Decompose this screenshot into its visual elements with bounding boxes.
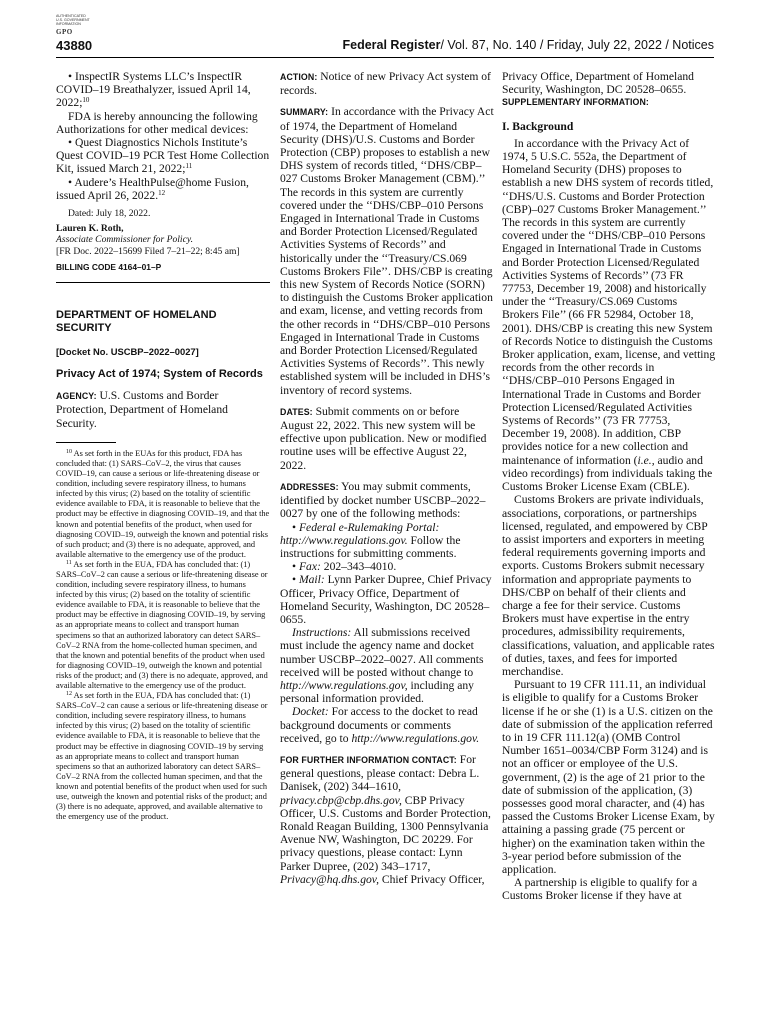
- page-number: 43880: [56, 38, 93, 53]
- instructions-paragraph: Instructions: All submissions received must include the agency name and docket number USCBP–2022–0027. All comments received will be posted without change to http://www.regulations.gov, including any personal information provided.: [280, 626, 484, 706]
- agency-paragraph: AGENCY: U.S. Customs and Border Protection, Department of Homeland Security.: [56, 389, 228, 430]
- docket-paragraph: Docket: For access to the docket to read background documents or comments received, go to http://www.regulations.gov.: [280, 705, 480, 745]
- background-paragraph-4: A partnership is eligible to qualify for a Customs Broker license if they have at: [502, 876, 698, 903]
- footnote-ref-11[interactable]: 11: [185, 162, 193, 171]
- logo-line-1: AUTHENTICATED: [56, 14, 86, 18]
- issue-info: / Vol. 87, No. 140 / Friday, July 22, 2022 / Notices: [440, 38, 714, 52]
- footnote-ref-12[interactable]: 12: [158, 188, 166, 197]
- running-head: [343, 38, 715, 52]
- addresses-paragraph: ADDRESSES: You may submit comments, identified by docket number USCBP–2022–0027 by one of the following methods:: [280, 479, 486, 521]
- billing-code: BILLING CODE 4164–01–P: [56, 261, 162, 272]
- regulations-link[interactable]: http://www.regulations.gov,: [280, 678, 408, 692]
- fr-doc-line: [FR Doc. 2022–15699 Filed 7–21–22; 8:45 am]: [56, 245, 240, 257]
- background-paragraph-1: In accordance with the Privacy Act of 1974, 5 U.S.C. 552a, the Department of Homeland Security (DHS) proposes to establish a new DHS system of records titled, ‘‘DHS/U.S. Customs and Border Protection (CBP)–027 Customs Broker Management.’’ The records in this system are currently covered under the ‘‘DHS/CBP–010 Persons Engaged in International Trade in Customs and Border Protection Licensed/Regulated Activities Systems of Records’’ (73 FR 77753, December 19, 2008) and historically under the ‘‘Treasury/CS.069 Customs Brokers File’’ (66 FR 52984, October 18, 2001). DHS/CBP is creating this new System of Records Notice to distinguish the Customs Broker application, exam, license, and vetting records from the other records in ‘‘DHS/CBP–010 Persons Engaged in International Trade in Customs and Border Protection Licensed/Regulated Activities Systems of Records’’ (73 FR 77753, December 19, 2008). In addition, CBP provides notice for a new collection and maintenance of information (i.e., audio and video recordings) from individuals taking the Customs Broker License Exam (CBLE).: [502, 136, 716, 494]
- section-rule: [56, 282, 270, 283]
- bullet-audere: • Audere’s HealthPulse@home Fusion, issued April 26, 2022.12: [56, 175, 249, 202]
- dates-label: DATES:: [280, 406, 313, 417]
- contact-paragraph: FOR FURTHER INFORMATION CONTACT: For general questions, please contact: Debra L. Danisek, (202) 344–1610, privacy.cbp@cbp.dhs.gov, CBP Privacy Officer, U.S. Customs and Border Protection, Ronald Reagan Building, 1300 Pennsylvania Avenue NW, Washington, DC 20229. For privacy questions, please contact: Lynn Parker Dupree, (202) 343–1717, Privacy@hq.dhs.gov, Chief Privacy Officer,: [280, 752, 491, 886]
- document-title: Privacy Act of 1974; System of Records: [56, 368, 263, 381]
- column-1: [56, 70, 270, 822]
- dated-line: Dated: July 18, 2022.: [68, 208, 151, 220]
- docket-link[interactable]: http://www.regulations.gov.: [351, 731, 480, 745]
- background-paragraph-3: Pursuant to 19 CFR 111.11, an individual is eligible to qualify for a Customs Broker license if he or she (1) is a U.S. citizen on the date of submission of the application referred to in 19 CFR 111.12(a) (OMB Control Number 1651–0034/CBP Form 3124) and is not an officer or employee of the U.S. government, (2) is the age of 21 prior to the date of submission of the application, (3) possesses good moral character, and (4) has passed the Customs Broker License Exam, by attaining a passing grade (75 percent or higher) on the examination taken within the 3-year period before submission of the application.: [502, 678, 715, 876]
- action-label: ACTION:: [280, 72, 318, 82]
- publication-name: Federal Register: [342, 38, 441, 52]
- bullet-quest: • Quest Diagnostics Nichols Institute’s Quest COVID–19 PCR Test Home Collection Kit, issued March 21, 2022;$^{11}$: [56, 136, 270, 176]
- signer-title: Associate Commissioner for Policy.: [56, 234, 193, 246]
- background-paragraph-2: Customs Brokers are private individuals, associations, corporations, or partnerships licensed, regulated, and empowered by CBP to assist importers and exporters in meeting federal requirements governing imports and exports. Customs Brokers submit necessary information and appropriate payments to DHS/CBP on behalf of their clients and charge a fee for their service. Customs Brokers must have expertise in the entry procedures, admissibility requirements, classifications, valuation, and applicable rates of duties, taxes, and fees for imported merchandise.: [502, 493, 715, 678]
- header-rule: [56, 57, 714, 58]
- background-heading: I. Background: [502, 119, 574, 133]
- portal-link[interactable]: Federal e-Rulemaking Portal: http://www.regulations.gov.: [280, 520, 440, 547]
- summary-label: SUMMARY:: [280, 107, 329, 118]
- column-2: [280, 70, 494, 886]
- agency-label: AGENCY:: [56, 391, 97, 402]
- footnote-ref-10[interactable]: 10: [82, 96, 90, 105]
- gpo-authenticated-logo: [56, 14, 104, 38]
- footnote-12: $^{12}$ As set forth in the EUA, FDA has concluded that: (1) SARS–CoV–2 can cause a serious or life-threatening disease or condition, including severe respiratory illness, to humans infected by this virus; (2) based on the totality of scientific evidence available to FDA, it is reasonable to believe that the product may be effective in diagnosing COVID–19 by serving as an appropriate means to collect and transport human specimens so that an authorized laboratory can detect SARS–CoV–2 RNA from the collected human specimen, and that the known and potential benefits of the product when used for such use, outweigh the known and potential risks of the product; and (3) there is no adequate, approved, and available alternative to the emergency use of the product.: [56, 691, 268, 822]
- dates-paragraph: DATES: Submit comments on or before August 22, 2022. This new system will be effective upon publication. New or modified routine uses will be effective August 22, 2022.: [280, 404, 487, 472]
- announcement-paragraph: FDA is hereby announcing the following Authorizations for other medical devices:: [56, 109, 258, 136]
- logo-line-2: U.S. GOVERNMENT: [56, 18, 90, 23]
- logo-mark: GPO: [56, 27, 73, 36]
- contact-continuation: Privacy Office, Department of Homeland Security, Washington, DC 20528–0655.: [502, 70, 694, 97]
- footnote-11: $^{11}$ As set forth in the EUA, FDA has concluded that: (1) SARS–CoV–2 can cause a serious or life-threatening disease or condition, including severe respiratory illness, to humans infected by this virus; (2) based on the totality of scientific evidence available to FDA, it is reasonable to believe that the product may be effective in diagnosing COVID–19, by serving as an appropriate means to collect and transport human specimens so that an authorized laboratory can detect SARS–CoV–2 RNA from the home-collected human specimen, and that the known and potential benefits of the product when used for diagnosing COVID–19, outweigh the known and potential risks of the product; and (3) there is no adequate, approved, and available alternative to the emergency use of the product.: [56, 559, 268, 691]
- cbp-email-link[interactable]: privacy.cbp@cbp.dhs.gov,: [280, 793, 402, 807]
- signer-name: Lauren K. Roth,: [56, 223, 124, 235]
- summary-paragraph: SUMMARY: In accordance with the Privacy Act of 1974, the Department of Homeland Security (DHS)/U.S. Customs and Border Protection (CBP) proposes to establish a new DHS system of records titled, ‘‘DHS/CBP–027 Customs Broker Management (CBM).’’ The records in this system are currently covered under the ‘‘DHS/CBP–010 Persons Engaged in International Trade in Customs and Border Protection Licensed/Regulated Activities Systems of Records’’ and historically under the ‘‘Treasury/CS.069 Customs Brokers File’’. DHS/CBP is creating this new System of Records Notice (SORN) to distinguish the Customs Broker application and exam, license, and vetting records from the other records in ‘‘DHS/CBP–010 Persons Engaged in International Trade in Customs and Border Protection Licensed/Regulated Activities Systems of Records’’. This newly established system will be included in DHS’s inventory of record systems.: [280, 105, 494, 397]
- supplementary-label: SUPPLEMENTARY INFORMATION:: [502, 97, 649, 108]
- column-3: [502, 70, 716, 903]
- addresses-label: ADDRESSES:: [280, 481, 339, 492]
- action-paragraph: ACTION: Notice of new Privacy Act system of records.: [280, 70, 491, 98]
- bullet-portal: • Federal e-Rulemaking Portal: http://www.regulations.gov. Follow the instructions for submitting comments.: [280, 520, 461, 560]
- contact-label: FOR FURTHER INFORMATION CONTACT:: [280, 754, 457, 765]
- docket-number: [Docket No. USCBP–2022–0027]: [56, 346, 199, 358]
- footnote-rule: [56, 442, 116, 443]
- footnote-10: $^{10}$ As set forth in the EUAs for this product, FDA has concluded that: (1) SARS–CoV–2, the virus that causes COVID–19, can cause a serious or life-threatening disease or condition, including severe respiratory illness, to humans infected by this virus; (2) based on the totality of scientific evidence available to FDA, it is reasonable to believe that the product may be effective in diagnosing COVID–19, and that the known and potential benefits of the product, when used for diagnosing COVID–19, outweigh the known and potential risks of such product; and (3) there is no adequate, approved, and available alternative to the emergency use of the product.: [56, 448, 270, 559]
- department-heading: DEPARTMENT OF HOMELAND SECURITY: [56, 309, 217, 335]
- bullet-inspectir: • InspectIR Systems LLC’s InspectIR COVID–19 Breathalyzer, issued April 14, 2022;$^{10}$: [56, 70, 251, 110]
- bullet-mail: • Mail: Lynn Parker Dupree, Chief Privacy Officer, Privacy Office, Department of Homeland Security, Washington, DC 20528–0655.: [280, 573, 492, 626]
- bullet-fax: • Fax: 202–343–4010.: [292, 560, 397, 574]
- logo-line-3: INFORMATION: [56, 22, 81, 27]
- dhs-email-link[interactable]: Privacy@hq.dhs.gov,: [280, 872, 379, 886]
